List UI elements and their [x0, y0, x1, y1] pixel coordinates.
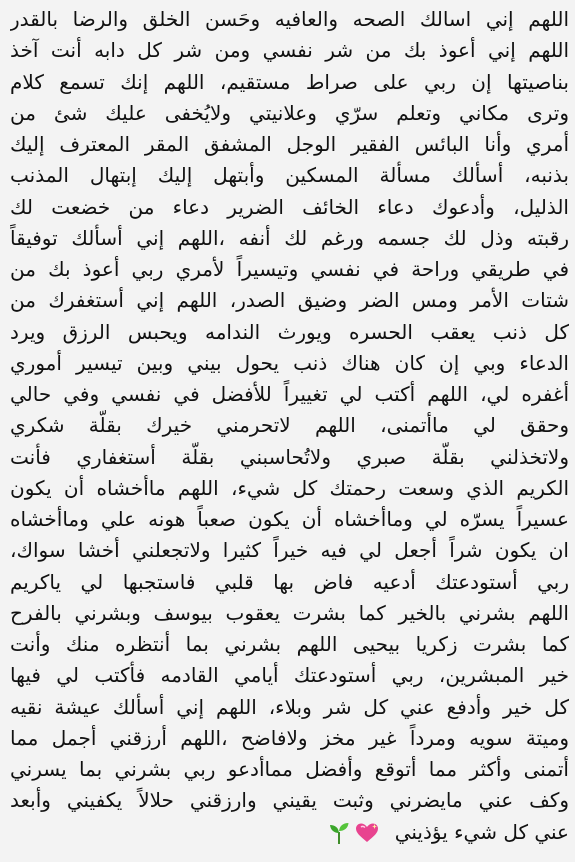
- text-line-4: وترى مكاني وتعلم سرّي وعلانيتي ولايُخفى عليك شئ من: [10, 100, 569, 125]
- last-line-text: عني كل شيء يؤذيني: [394, 819, 569, 844]
- text-line-25: أتمنى وأكثر مما أتوقع وأفضل مماأدعو ربي بشرني بما يسرني: [10, 757, 569, 781]
- text-line-22: خير المبشرين، ربي أستودعتك أيامي القادمه فأكتب لي فيها: [10, 663, 569, 688]
- text-line-8: رقبته وذل لك جسمه ورغم لك أنفه ،اللهم إني أسألك توفيقاً: [10, 225, 569, 250]
- text-line-11: كل ذنب يعقب الحسره ويورث الندامه ويحبس الرزق ويرد: [10, 319, 569, 344]
- text-line-16: الكريم الذي وسعت رحمتك كل شيء، اللهم ماأخشاه أن يكون: [10, 475, 569, 500]
- text-line-17: عسيراً يسرّه لي وماأخشاه أن يكون صعباً هونه علي وماأخشاه: [10, 507, 569, 531]
- text-line-21: كما بشرت زكريا بيحيى اللهم بشرني بما أنتظره منك وأنت: [10, 632, 569, 656]
- text-line-3: بناصيتها إن ربي على صراط مستقيم، اللهم إنك تسمع كلام: [10, 69, 569, 94]
- text-line-20: اللهم بشرني بالخير كما بشرت يعقوب بيوسف وبشرني بالفرح: [10, 600, 569, 625]
- text-line-2: اللهم إني أعوذ بك من شر نفسي ومن شر كل دابه أنت آخذ: [10, 38, 569, 63]
- text-line-27: [10, 817, 569, 848]
- seedling-icon: [328, 821, 350, 845]
- text-line-14: وحقق لي ماأتمنى، اللهم لاتحرمني خيرك بقلّة شكري: [10, 413, 569, 438]
- sparkling-heart-icon: [354, 822, 380, 844]
- emoji-group: [328, 821, 380, 845]
- text-line-15: ولاتخذلني بقلّة صبري ولاتُحاسبني بقلّة أستغفاري فأنت: [10, 444, 569, 469]
- text-line-6: بذنبه، أسألك مسألة المسكين وأبتهل إليك إبتهال المذنب: [10, 163, 569, 188]
- text-line-12: الدعاء وبي إن كان هناك ذنب يحول بيني وبين تيسير أموري: [10, 350, 569, 375]
- text-line-26: وكف عني مايضرني وثبت يقيني وارزقني حلالاً يكفيني وأبعد: [10, 788, 569, 813]
- text-line-19: ربي أستودعتك أدعيه فاض بها قلبي فاستجبها لي ياكريم: [10, 569, 569, 594]
- text-line-9: في طريقي وراحة في نفسي وتيسيراً لأمري ربي أعوذ بك من: [10, 257, 569, 281]
- text-line-24: وميتة سويه ومرداً غير مخز ولافاضح ،اللهم أرزقني أجمل مما: [10, 725, 569, 750]
- text-line-5: أمري وأنا البائس الفقير الوجل المشفق المقر المعترف إليك: [10, 132, 569, 156]
- text-line-18: ان يكون شراً أجعل لي فيه خيراً كثيرا ولاتجعلني أخشا سواك،: [10, 538, 569, 563]
- text-line-13: أغفره لي، اللهم أكتب لي تغييراً للأفضل في نفسي وفي حالي: [10, 382, 569, 406]
- text-line-10: شتات الأمر ومس الضر وضيق الصدر، اللهم إني أستغفرك من: [10, 288, 569, 313]
- text-line-7: الذليل، وأدعوك دعاء الخائف الضرير دعاء من خضعت لك: [10, 194, 569, 219]
- text-lines: [10, 4, 569, 848]
- text-line-1: اللهم إني اسالك الصحه والعافيه وحَسن الخلق والرضا بالقدر: [10, 7, 569, 31]
- text-line-23: كل خير وأدفع عني كل شر وبلاء، اللهم إني أسألك عيشة نقيه: [10, 694, 569, 719]
